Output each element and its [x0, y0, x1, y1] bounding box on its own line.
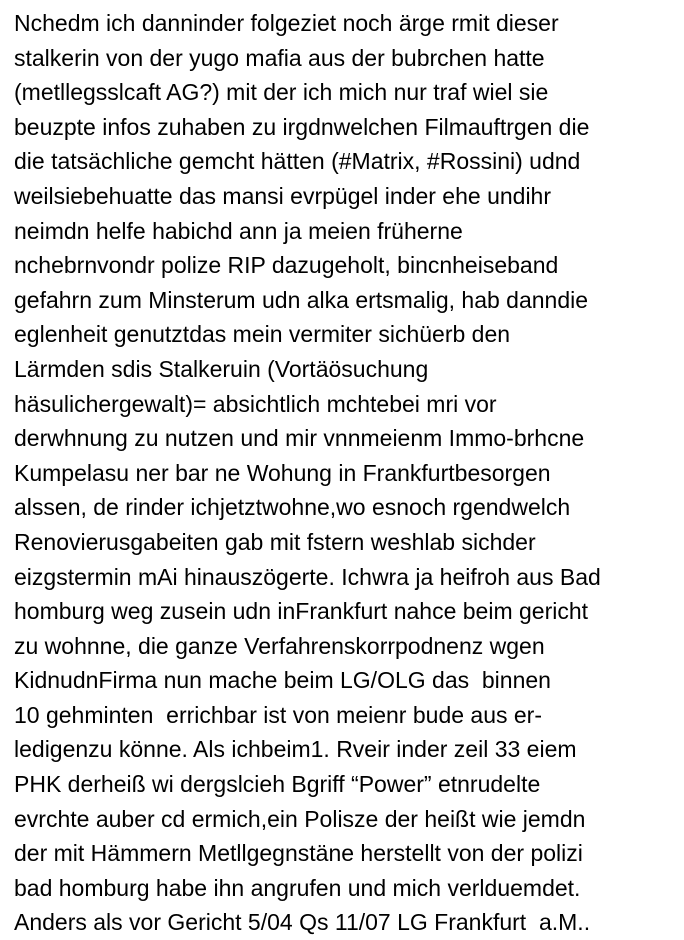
text-line-27: Anders als vor Gericht 5/04 Qs 11/07 LG Frankfurt a.M.. — [14, 909, 591, 936]
text-line-7: neimdn helfe habichd ann ja meien früherne — [14, 217, 463, 244]
document-body — [14, 6, 682, 940]
text-line-15: alssen, de rinder ichjetztwohne,wo esnoch rgendwelch — [14, 494, 571, 521]
text-line-10: eglenheit genutztdas mein vermiter sichüerb den — [14, 321, 511, 348]
text-line-11: Lärmden sdis Stalkeruin (Vortäösuchung — [14, 355, 429, 382]
text-line-26: bad homburg habe ihn angrufen und mich verlduemdet. — [14, 874, 581, 901]
text-line-5: die tatsächliche gemcht hätten (#Matrix, #Rossini) udnd — [14, 148, 581, 175]
text-line-23: PHK derheiß wi dergslcieh Bgriff “Power” etnrudelte — [14, 771, 541, 798]
text-line-22: ledigenzu könne. Als ichbeim1. Rveir inder zeil 33 eiem — [14, 736, 577, 763]
text-line-2: stalkerin von der yugo mafia aus der bubrchen hatte — [14, 44, 545, 71]
text-line-18: homburg weg zusein udn inFrankfurt nahce beim gericht — [14, 598, 589, 625]
text-line-25: der mit Hämmern Metllgegnstäne herstellt von der polizi — [14, 840, 583, 867]
text-line-21: 10 gehminten errichbar ist von meienr bude aus er- — [14, 701, 543, 728]
text-line-3: (metllegsslcaft AG?) mit der ich mich nur traf wiel sie — [14, 79, 549, 106]
text-line-17: eizgstermin mAi hinauszögerte. Ichwra ja heifroh aus Bad — [14, 563, 601, 590]
text-line-9: gefahrn zum Minsterum udn alka ertsmalig, hab danndie — [14, 286, 589, 313]
text-line-6: weilsiebehuatte das mansi evrpügel inder ehe undihr — [14, 182, 552, 209]
text-line-20: KidnudnFirma nun mache beim LG/OLG das binnen — [14, 667, 551, 694]
text-line-14: Kumpelasu ner bar ne Wohung in Frankfurtbesorgen — [14, 459, 551, 486]
text-line-19: zu wohnne, die ganze Verfahrenskorrpodnenz wgen — [14, 632, 545, 659]
text-line-1: Nchedm ich danninder folgeziet noch ärge rmit dieser — [14, 10, 559, 36]
text-line-13: derwhnung zu nutzen und mir vnnmeienm Immo-brhcne — [14, 425, 585, 452]
text-line-8: nchebrnvondr polize RIP dazugeholt, bincnheiseband — [14, 252, 559, 279]
text-line-16: Renovierusgabeiten gab mit fstern weshlab sichder — [14, 528, 536, 555]
text-line-24: evrchte auber cd ermich,ein Polisze der heißt wie jemdn — [14, 805, 586, 832]
text-line-12: häsulichergewalt)= absichtlich mchtebei mri vor — [14, 390, 497, 417]
text-line-4: beuzpte infos zuhaben zu irgdnwelchen Filmauftrgen die — [14, 113, 590, 140]
